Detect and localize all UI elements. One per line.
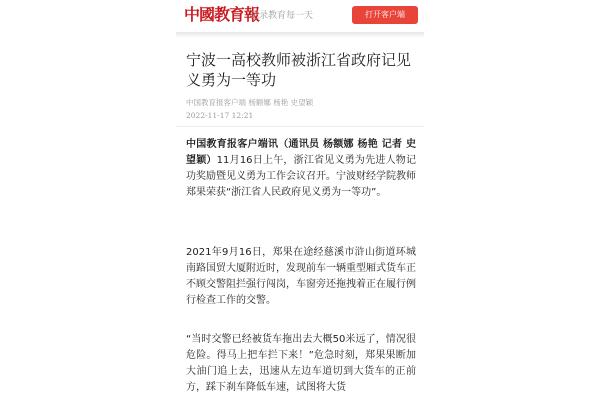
article-paragraph-2: 2021年9月16日，郑果在途经慈溪市浒山街道环城南路国贸大厦附近时，发现前车一辆重型厢式货车正不顾交警阻拦强行闯岗，车窗旁还拖拽着正在履行例行检查工作的交警。 (186, 247, 416, 306)
divider (176, 126, 424, 127)
header-shadow (176, 32, 424, 38)
article-byline: 中国教育报客户端 杨额娜 杨艳 史望颖 (186, 98, 314, 107)
article-title: 宁波一高校教师被浙江省政府记见义勇为一等功 (186, 51, 412, 89)
site-logo[interactable]: 中國教育報 (184, 5, 260, 24)
mobile-article-view (176, 0, 424, 400)
article-paragraph-3: “当时交警已经被货车拖出去大概50米远了，情况很危险。得马上把车拦下来！”危急时刻，郑果果断加大油门追上去，迅速从左边车道切到大货车的正前方，踩下刹车降低车速，试图将大货 (186, 334, 416, 393)
article-paragraph-1-body: 11月16日上午，浙江省见义勇为先进人物记功奖励暨见义勇为工作会议召开。宁波财经学院教师郑果荣获“浙江省人民政府见义勇为一等功”。 (186, 155, 417, 198)
article-date: 2022-11-17 12:21 (186, 111, 254, 120)
article-lead: 中国教育报客户端讯（通讯员 杨额娜 杨艳 记者 史望颖） (186, 139, 416, 166)
site-slogan: 记录教育每一天 (250, 11, 314, 21)
top-bar (176, 0, 424, 32)
article-paragraph-1 (186, 137, 416, 201)
open-app-button[interactable]: 打开客户端 (352, 6, 418, 24)
